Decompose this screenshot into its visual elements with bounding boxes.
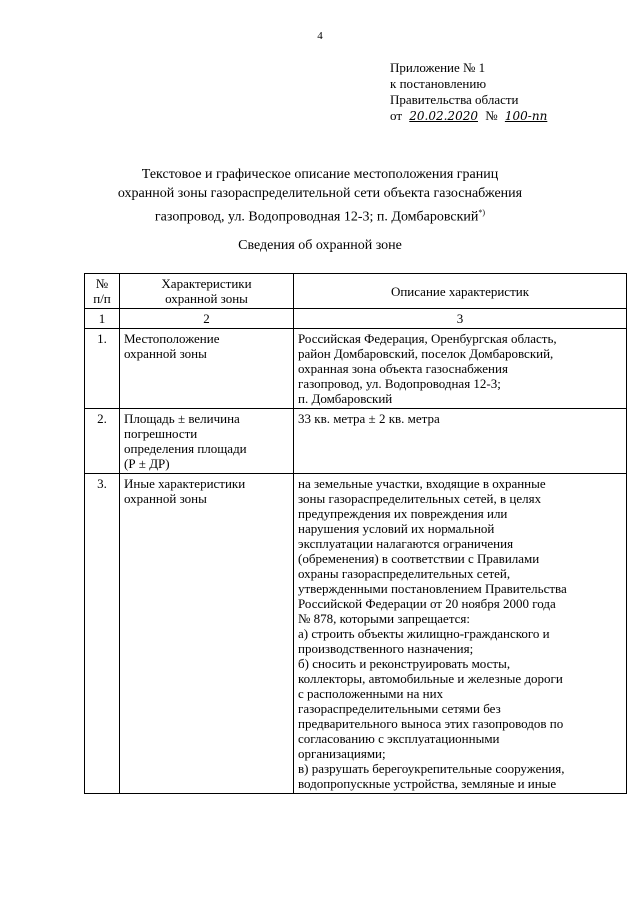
appendix-line-2: к постановлению (390, 76, 487, 91)
title-line-2: охранной зоны газораспределительной сети объекта газоснабжения (117, 186, 523, 201)
index-cell-1: 1 (85, 309, 120, 329)
table-header-row (85, 274, 627, 309)
index-cell-2: 2 (120, 309, 294, 329)
date-prefix: от (390, 108, 403, 123)
header-number: № п/п (85, 274, 120, 309)
row-characteristic: Иные характеристики охранной зоны (120, 474, 294, 794)
handwritten-number: 100-пп (504, 109, 548, 123)
row-description: 33 кв. метра ± 2 кв. метра (294, 409, 627, 474)
appendix-date-line (390, 108, 551, 124)
row-characteristic: Площадь ± величина погрешности определения площади (Р ± ДР) (120, 409, 294, 474)
appendix-line-3: Правительства области (390, 92, 519, 107)
row-description: Российская Федерация, Оренбургская область, район Домбаровский, поселок Домбаровский, охранная зона объекта газоснабжения газопровод, ул. Водопроводная 12-3; п. Домбаровский (294, 329, 627, 409)
zone-info-table (84, 273, 627, 794)
row-number: 3. (85, 474, 120, 794)
index-cell-3: 3 (294, 309, 627, 329)
footnote-mark: *) (478, 208, 486, 217)
document-title (60, 165, 580, 227)
number-prefix: № (485, 108, 498, 123)
header-description: Описание характеристик (294, 274, 627, 309)
title-line-3-wrapper (60, 203, 580, 227)
row-number: 2. (85, 409, 120, 474)
row-characteristic: Местоположение охранной зоны (120, 329, 294, 409)
appendix-block (390, 60, 551, 124)
handwritten-date: 20.02.2020 (409, 109, 478, 123)
section-subtitle: Сведения об охранной зоне (238, 238, 402, 253)
table-row (85, 329, 627, 409)
row-description: на земельные участки, входящие в охранные зоны газораспределительных сетей, в целях предупреждения их повреждения или нарушения условий их нормальной эксплуатации налагаются ограничения (обременения) в соответствии с Правилами охраны газораспределительных сетей, утвержденными постановлением Правительства Российской Федерации от 20 ноября 2000 года № 878, которыми запрещается: а) строить объекты жилищно-гражданского и производственного назначения; б) сносить и реконструировать мосты, коллекторы, автомобильные и железные дороги с расположенными на них газораспределительными сетями без предварительного выноса этих газопроводов по согласованию с эксплуатационными организациями; в) разрушать берегоукрепительные сооружения, водопропускные устройства, земляные и иные (294, 474, 627, 794)
table-row (85, 474, 627, 794)
title-line-1: Текстовое и графическое описание местоположения границ (141, 167, 499, 182)
title-line-3: газопровод, ул. Водопроводная 12-3; п. Домбаровский (154, 209, 479, 225)
table-row (85, 409, 627, 474)
appendix-line-1: Приложение № 1 (390, 60, 486, 75)
header-characteristics: Характеристики охранной зоны (120, 274, 294, 309)
table-index-row (85, 309, 627, 329)
page-number: 4 (317, 30, 323, 42)
row-number: 1. (85, 329, 120, 409)
